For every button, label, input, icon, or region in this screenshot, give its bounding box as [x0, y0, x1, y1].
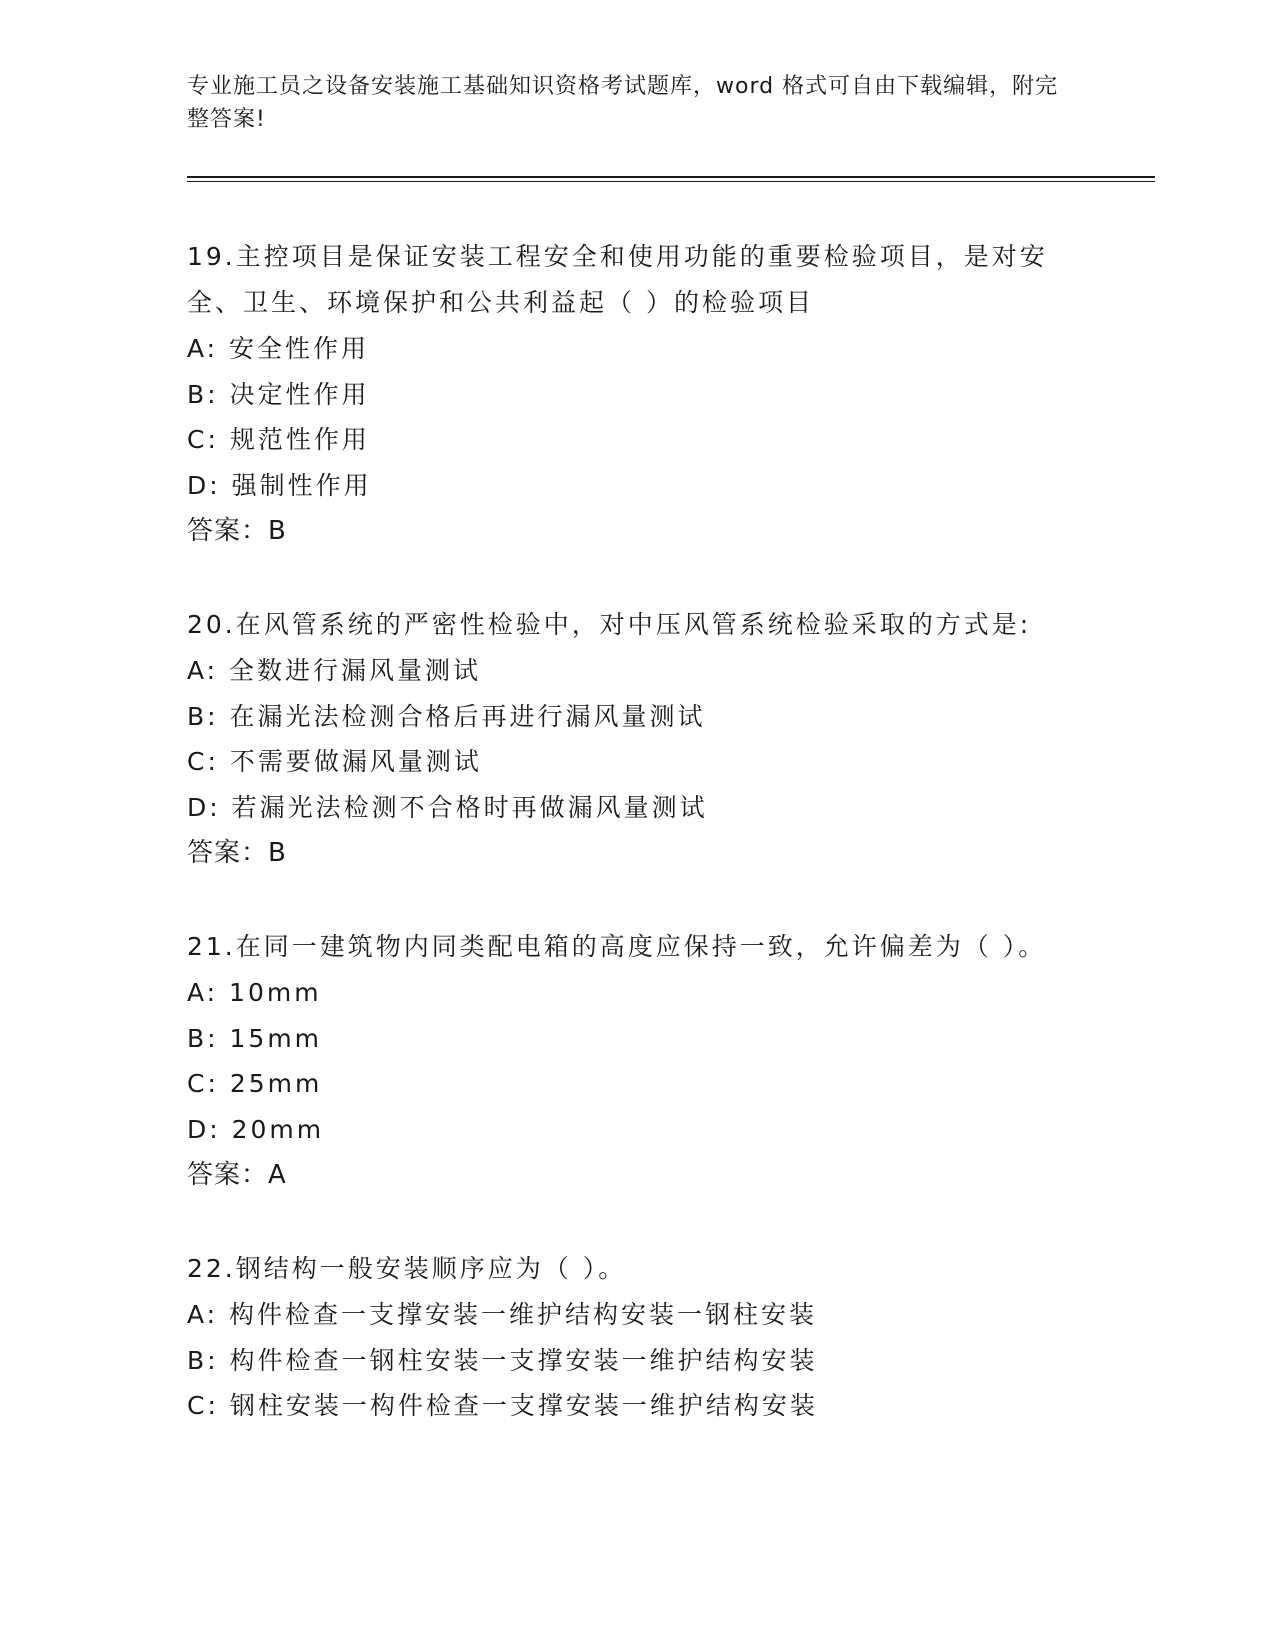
header-rule-thin — [187, 181, 1155, 182]
option-d: D: 20mm — [187, 1114, 325, 1144]
header-text: 专业施工员之设备安装施工基础知识资格考试题库，word 格式可自由下载编辑，附完整答案! — [187, 74, 1059, 132]
question-19 — [187, 234, 1087, 554]
option-b: B: 15mm — [187, 1023, 323, 1053]
question-text: 20.在风管系统的严密性检验中，对中压风管系统检验采取的方式是: — [187, 610, 1032, 639]
option-c: C: 规范性作用 — [187, 425, 370, 454]
option-a: A: 安全性作用 — [187, 334, 370, 363]
question-text: 19.主控项目是保证安装工程安全和使用功能的重要检验项目，是对安全、卫生、环境保护和公共利益起（ ）的检验项目 — [187, 242, 1048, 317]
option-a: A: 构件检查一支撑安装一维护结构安装一钢柱安装 — [187, 1300, 818, 1329]
question-20 — [187, 602, 1087, 876]
option-c: C: 25mm — [187, 1069, 323, 1098]
option-b: B: 决定性作用 — [187, 379, 370, 409]
option-c: C: 钢柱安装一构件检查一支撑安装一维护结构安装 — [187, 1391, 818, 1420]
option-d: D: 若漏光法检测不合格时再做漏风量测试 — [187, 792, 708, 822]
question-22 — [187, 1246, 1087, 1429]
option-a: A: 全数进行漏风量测试 — [187, 656, 482, 685]
option-b: B: 在漏光法检测合格后再进行漏风量测试 — [187, 701, 706, 731]
question-21 — [187, 924, 1087, 1198]
option-b: B: 构件检查一钢柱安装一支撑安装一维护结构安装 — [187, 1345, 818, 1375]
header-rule-thick — [187, 176, 1155, 178]
option-a: A: 10mm — [187, 978, 322, 1007]
question-text: 22.钢结构一般安装顺序应为（ ）。 — [187, 1254, 627, 1283]
answer-text: 答案：B — [187, 838, 287, 868]
answer-text: 答案：A — [187, 1160, 287, 1190]
answer-text: 答案：B — [187, 516, 287, 546]
option-c: C: 不需要做漏风量测试 — [187, 747, 482, 776]
question-list — [187, 234, 1087, 1477]
question-text: 21.在同一建筑物内同类配电箱的高度应保持一致，允许偏差为（ ）。 — [187, 932, 1047, 961]
option-d: D: 强制性作用 — [187, 470, 372, 500]
